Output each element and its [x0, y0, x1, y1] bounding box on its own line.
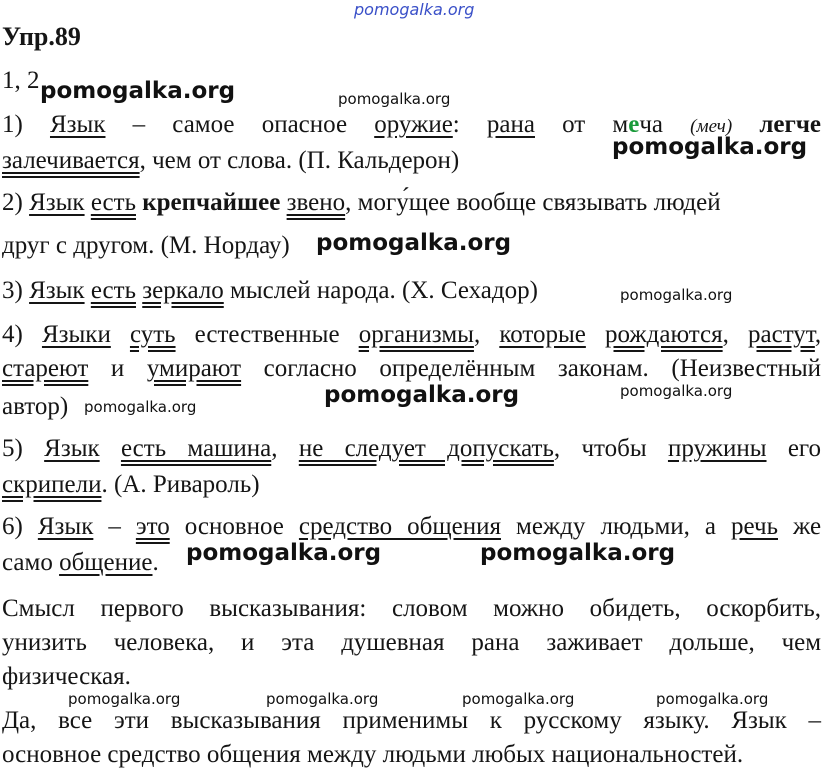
sentence-6-line-2: само общение. [2, 549, 159, 576]
exercise-title: Упр.89 [2, 22, 81, 51]
sentence-5-line-2: скрипели. (А. Ривароль) [2, 471, 260, 498]
sentence-6-line-1: 6) Язык – это основное средство общения между людьми, а речь же [2, 513, 822, 540]
sentence-3: 3) Язык есть зеркало мыслей народа. (Х. Сехадор) [2, 277, 538, 304]
sentence-1-line-2: залечивается, чем от слова. (П. Кальдерон) [2, 147, 460, 174]
watermark: pomogalka.org [266, 690, 379, 708]
paragraph-1-line-2: унизить человека, и эта душевная рана заживает дольше, чем [2, 629, 822, 656]
watermark: pomogalka.org [68, 690, 181, 708]
sentence-4-line-3: автор) [2, 393, 69, 420]
sentence-2-line-1: 2) Язык есть крепчайшее звено, могу́щее вообще связывать людей [2, 189, 721, 216]
watermark-top: pomogalka.org [354, 0, 475, 19]
paragraph-1-line-3: физическая. [2, 663, 131, 690]
sentence-1-line-1: 1) Язык – самое опасное оружие: рана от меча (меч) легче [2, 111, 822, 138]
watermark: pomogalka.org [462, 690, 575, 708]
sentence-4-line-1: 4) Языки суть естественные организмы, которые рождаются, растут, [2, 321, 822, 348]
sentence-4-line-2: стареют и умирают согласно определённым законам. (Неизвестный [2, 355, 822, 382]
watermark: pomogalka.org [316, 230, 512, 256]
watermark: pomogalka.org [324, 382, 520, 408]
paragraph-2-line-1: Да, все эти высказывания применимы к русскому языку. Язык – [2, 707, 822, 734]
watermark: pomogalka.org [620, 382, 733, 400]
sentence-5-line-1: 5) Язык есть машина, не следует допускать, чтобы пружины его [2, 435, 822, 462]
watermark: pomogalka.org [186, 540, 382, 566]
sentence-2-line-2: друг с другом. (М. Нордау) [2, 232, 290, 259]
watermark: pomogalka.org [40, 78, 236, 104]
watermark: pomogalka.org [84, 398, 197, 416]
paragraph-2-line-2: основное средство общения между людьми любых национальностей. [2, 741, 744, 768]
task-numbers: 1, 2 [2, 67, 40, 94]
watermark: pomogalka.org [620, 286, 733, 304]
watermark: pomogalka.org [338, 90, 451, 108]
watermark: pomogalka.org [480, 540, 676, 566]
watermark: pomogalka.org [656, 690, 769, 708]
watermark: pomogalka.org [612, 134, 808, 160]
paragraph-1-line-1: Смысл первого высказывания: словом можно обидеть, оскорбить, [2, 595, 821, 622]
